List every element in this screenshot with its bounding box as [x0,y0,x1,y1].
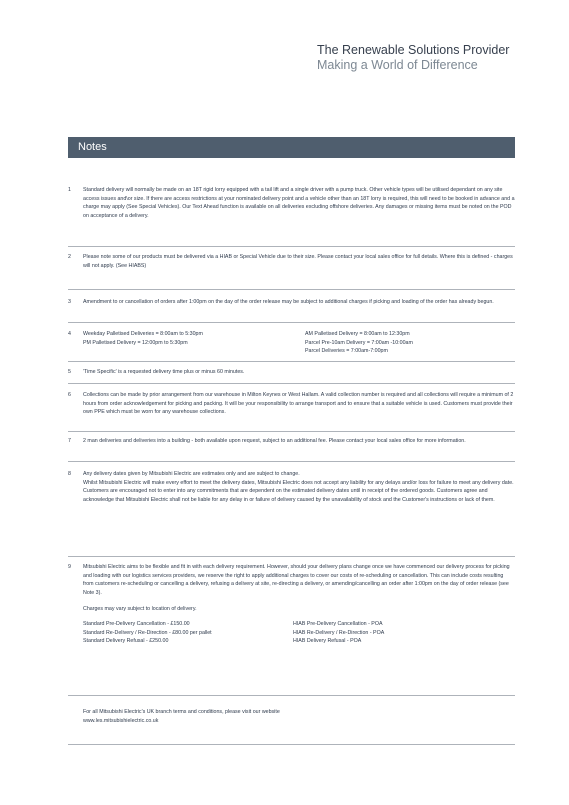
charge-item: Standard Re-Delivery / Re-Direction - £80.00 per pallet [83,629,212,636]
divider [68,289,515,290]
divider [68,461,515,462]
note-1 [68,186,515,220]
tagline-secondary: Making a World of Difference [317,58,478,72]
note-3 [68,298,515,307]
delivery-time-item: Weekday Palletised Deliveries = 8:00am to 5:30pm [83,331,203,337]
note-text: Please note some of our products must be delivered via a HIAB or Special Vehicle due to their size. Please contact your local sales office for full details. Where this is defined - charges will not apply. (See HIABS) [83,254,513,269]
note-number: 2 [68,254,71,260]
note-number: 4 [68,331,71,337]
note-8 [68,470,515,504]
note-2 [68,253,515,270]
note-text: Mitsubishi Electric aims to be flexible and fit in with each delivery requirement. However, should your delivery plans change once we have commenced our delivery process for picking and loading with our logistics services providers, we reserve the right to apply additional charges to cover our costs of re-scheduling or cancellation. This can include costs resulting from customers re-scheduling or cancelling a delivery, refusing a delivery at site, re-directing a delivery, or amending/cancelling an order after 1:00pm on the day of order release (see Note 3). [83,564,510,596]
note-text: Amendment to or cancellation of orders after 1:00pm on the day of the order release may be subject to additional charges if picking and loading of the order has already begun. [83,299,494,305]
tagline-primary: The Renewable Solutions Provider [317,43,510,57]
note-text: 'Time Specific' is a requested delivery time plus or minus 60 minutes. [83,369,245,375]
charge-item: HIAB Pre-Delivery Cancellation - POA [293,620,383,627]
note-number: 9 [68,564,71,570]
divider [68,322,515,323]
divider [68,556,515,557]
note-text: Collections can be made by prior arrangement from our warehouse in Milton Keynes or West Hallam. A valid collection number is required and all collections will require a minimum of 2 hours from order acknowledgement for picking and packing. It will be your responsibility to arrange transport and to ensure that a suitable vehicle is used. Customers must provide their own PPE which must be worn for any warehouse collections. [83,392,514,416]
note-text: Standard delivery will normally be made on an 18T rigid lorry equipped with a tail lift and a single driver with a pump truck. Other vehicle types will be utilised dependant on any site access issues and\or size. If there are access restrictions at your nominated delivery point and a vehicle other than an 18T lorry is required, this will need to be booked in advance and a charge may apply (See Special Vehicles). Our Text Ahead function is available on all deliveries excluding offshore deliveries. Any damages or missing items must be noted on the POD on acceptance of a delivery. [83,187,515,219]
charges-intro: Charges may vary subject to location of delivery. [83,606,197,613]
delivery-time-item: Parcel Pre-10am Delivery = 7:00am -10:00am [305,339,413,346]
divider [68,695,515,696]
divider [68,744,515,745]
note-9 [68,563,515,646]
charge-item: Standard Pre-Delivery Cancellation - £150.00 [83,620,190,627]
note-number: 1 [68,187,71,193]
charge-item: Standard Delivery Refusal - £250.00 [83,638,169,645]
charge-item: HIAB Re-Delivery / Re-Direction - POA [293,629,385,636]
note-5 [68,368,515,377]
note-6 [68,391,515,417]
divider [68,246,515,247]
notes-section-header: Notes [68,137,515,158]
note-7 [68,437,515,446]
divider [68,383,515,384]
delivery-time-item: AM Palletised Delivery = 8:00am to 12:30pm [305,331,410,337]
note-number: 5 [68,369,71,375]
header-tagline [317,43,509,73]
website-link[interactable]: www.les.mitsubishielectric.co.uk [83,717,159,724]
delivery-time-item: Parcel Deliveries = 7:00am-7:00pm [305,348,388,355]
note-number: 8 [68,471,71,477]
note-4 [68,330,515,356]
footer [83,708,280,725]
note-number: 7 [68,438,71,444]
note-number: 6 [68,392,71,398]
note-text: Any delivery dates given by Mitsubishi Electric are estimates only and are subject to change. [83,471,300,477]
note-text: Whilst Mitsubishi Electric will make every effort to meet the delivery dates, Mitsubishi Electric does not accept any liability for any delays and/or loss for failure to meet any delivery date. Customers are encouraged not to enter into any commitments that are dependent on the estimated delivery dates until in receipt of the ordered goods. Customers agree and acknowledge that Mitsubishi Electric shall not be liable for any delay in or failure of delivery caused by the unavailability of stock and the Customer's instructions or lack of them. [83,479,514,503]
delivery-time-item: PM Palletised Delivery = 12:00pm to 5:30pm [83,339,188,346]
note-number: 3 [68,299,71,305]
divider [68,431,515,432]
note-text: 2 man deliveries and deliveries into a building - both available upon request, subject to an additional fee. Please contact your local sales office for more information. [83,438,466,444]
footer-text: For all Mitsubishi Electric's UK branch terms and conditions, please visit our website [83,709,280,715]
divider [68,361,515,362]
charge-item: HIAB Delivery Refusal - POA [293,638,362,645]
